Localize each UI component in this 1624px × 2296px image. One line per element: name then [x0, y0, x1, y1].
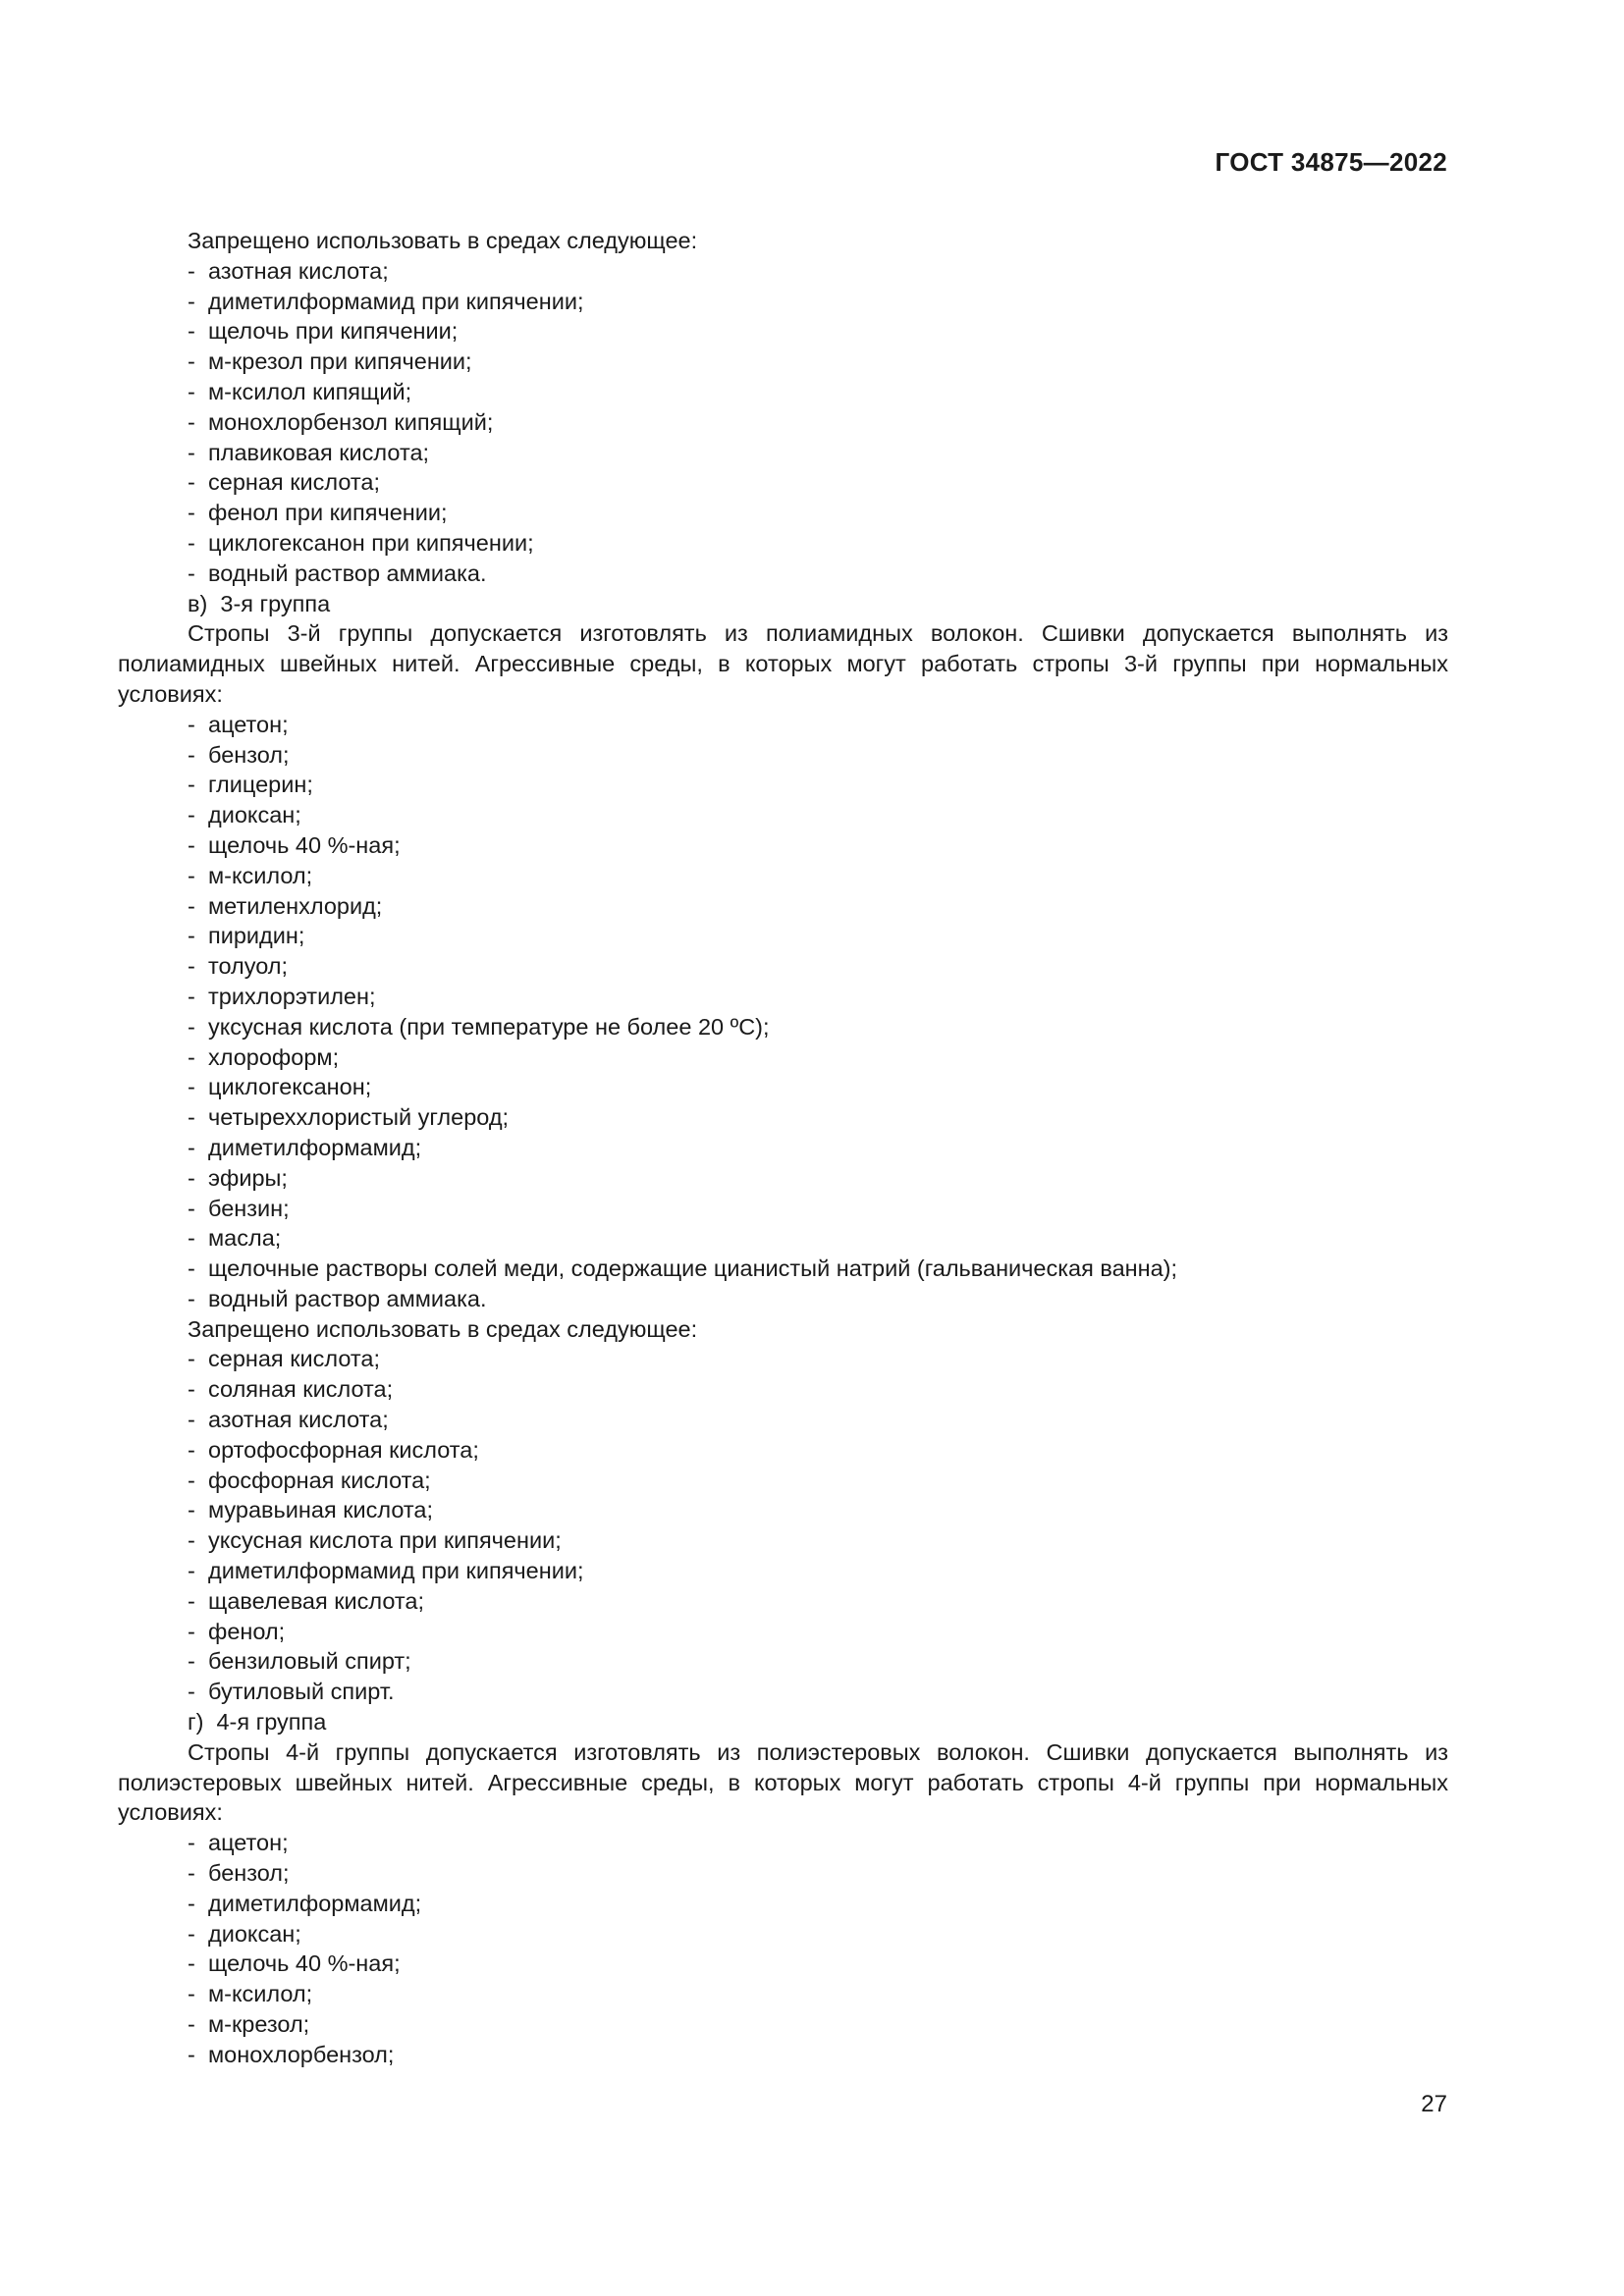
- dash-marker: -: [188, 408, 195, 435]
- dash-marker: -: [188, 1497, 195, 1523]
- list-item: [188, 1617, 1448, 1647]
- list-item: [188, 287, 1448, 317]
- dash-marker: -: [188, 1890, 195, 1916]
- list-item: [188, 1223, 1448, 1254]
- list-item-text: уксусная кислота при кипячении;: [208, 1527, 562, 1554]
- list-item: [188, 316, 1448, 347]
- list-item: [188, 1374, 1448, 1405]
- list-item: [188, 1586, 1448, 1617]
- list-item: [188, 1889, 1448, 1919]
- dash-marker: -: [188, 862, 195, 888]
- list-item: [188, 1133, 1448, 1163]
- list-item-text: ацетон;: [208, 711, 289, 737]
- dash-marker: -: [188, 1225, 195, 1252]
- list-item: [188, 498, 1448, 528]
- section-v-heading: [118, 589, 1448, 619]
- dash-marker: -: [188, 1134, 195, 1160]
- list-item: [188, 921, 1448, 951]
- list-item: [188, 1828, 1448, 1858]
- list-item-text: м-ксилол;: [208, 862, 313, 888]
- list-item: [188, 1072, 1448, 1102]
- dash-marker: -: [188, 1346, 195, 1372]
- list-item-text: бензин;: [208, 1195, 290, 1221]
- dash-marker: -: [188, 711, 195, 737]
- page-content: [118, 226, 1448, 2070]
- list-item-text: бутиловый спирт.: [208, 1679, 395, 1705]
- list-item-text: м-крезол при кипячении;: [208, 348, 472, 375]
- dash-marker: -: [188, 500, 195, 526]
- list-item-text: диметилформамид;: [208, 1134, 422, 1160]
- list-item-text: толуол;: [208, 953, 289, 980]
- list-item: [188, 891, 1448, 922]
- section-g-paragraph: Стропы 4-й группы допускается изготовлять из полиэстеровых волокон. Сшивки допускается выполнять из полиэстеровых швейных нитей. Агрессивные среды, в которых могут работать стропы 4-й группы при нормальных условиях:: [118, 1738, 1448, 1826]
- dash-marker: -: [188, 1527, 195, 1554]
- forbidden-list-b: [118, 256, 1448, 589]
- list-item-text: водный раствор аммиака.: [208, 1285, 487, 1311]
- list-item-text: четыреххлористый углерод;: [208, 1104, 510, 1131]
- dash-marker: -: [188, 892, 195, 919]
- dash-marker: -: [188, 560, 195, 586]
- list-item-text: водный раствор аммиака.: [208, 560, 487, 586]
- list-item-text: серная кислота;: [208, 1346, 380, 1372]
- dash-marker: -: [188, 1679, 195, 1705]
- list-item-text: хлороформ;: [208, 1043, 340, 1070]
- list-item-text: серная кислота;: [208, 469, 380, 496]
- list-item-text: эфиры;: [208, 1164, 288, 1191]
- dash-marker: -: [188, 1467, 195, 1493]
- list-item-text: щелочь при кипячении;: [208, 318, 459, 345]
- dash-marker: -: [188, 1920, 195, 1947]
- section-v-title: 3-я группа: [220, 590, 331, 616]
- list-item: [188, 982, 1448, 1012]
- list-item: [188, 800, 1448, 830]
- dash-marker: -: [188, 1407, 195, 1433]
- list-item: [188, 1163, 1448, 1194]
- dash-marker: -: [188, 318, 195, 345]
- list-item-text: щелочные растворы солей меди, содержащие цианистый натрий (гальваническая ванна);: [208, 1255, 1178, 1282]
- list-item-text: диметилформамид при кипячении;: [208, 1558, 584, 1584]
- list-item-text: муравьиная кислота;: [208, 1497, 433, 1523]
- dash-marker: -: [188, 923, 195, 949]
- list-item: [188, 1405, 1448, 1435]
- list-item: [188, 861, 1448, 891]
- list-item-text: бензол;: [208, 1860, 290, 1887]
- section-v-paragraph: Стропы 3-й группы допускается изготовлять из полиамидных волокон. Сшивки допускается выполнять из полиамидных швейных нитей. Агрессивные среды, в которых могут работать стропы 3-й группы при нормальных условиях:: [118, 620, 1448, 707]
- dash-marker: -: [188, 1981, 195, 2007]
- dash-marker: -: [188, 831, 195, 858]
- list-item-text: азотная кислота;: [208, 257, 389, 284]
- list-item-text: ортофосфорная кислота;: [208, 1436, 479, 1463]
- list-item-text: диоксан;: [208, 1920, 301, 1947]
- list-item: [188, 770, 1448, 800]
- list-item-text: плавиковая кислота;: [208, 439, 430, 465]
- list-item: [188, 1646, 1448, 1677]
- list-item: [188, 1435, 1448, 1466]
- list-item: [188, 2040, 1448, 2070]
- dash-marker: -: [188, 1104, 195, 1131]
- list-item-text: фенол при кипячении;: [208, 500, 448, 526]
- list-item: [188, 1284, 1448, 1314]
- dash-marker: -: [188, 2011, 195, 2038]
- list-item-text: соляная кислота;: [208, 1376, 394, 1403]
- dash-marker: -: [188, 1195, 195, 1221]
- section-g-title: 4-я группа: [216, 1709, 327, 1735]
- dash-marker: -: [188, 1830, 195, 1856]
- list-item-text: диоксан;: [208, 802, 301, 828]
- list-item-text: монохлорбензол кипящий;: [208, 408, 494, 435]
- list-item-text: циклогексанон при кипячении;: [208, 529, 534, 556]
- list-item: [188, 1919, 1448, 1949]
- list-item: [188, 1012, 1448, 1042]
- dash-marker: -: [188, 348, 195, 375]
- page-number: 27: [1421, 2091, 1447, 2117]
- dash-marker: -: [188, 1648, 195, 1675]
- dash-marker: -: [188, 378, 195, 404]
- list-item-text: пиридин;: [208, 923, 305, 949]
- list-item: [188, 710, 1448, 740]
- list-item: [188, 347, 1448, 377]
- dash-marker: -: [188, 1074, 195, 1100]
- list-item-text: м-крезол;: [208, 2011, 310, 2038]
- dash-marker: -: [188, 1587, 195, 1614]
- list-item: [188, 1466, 1448, 1496]
- list-item-text: щелочь 40 %-ная;: [208, 1950, 401, 1977]
- list-item: [188, 740, 1448, 771]
- list-item-text: азотная кислота;: [208, 1407, 389, 1433]
- dash-marker: -: [188, 772, 195, 798]
- section-v-marker: в): [188, 590, 208, 616]
- list-item: [188, 1979, 1448, 2009]
- list-item-text: масла;: [208, 1225, 282, 1252]
- dash-marker: -: [188, 1285, 195, 1311]
- list-item-text: метиленхлорид;: [208, 892, 383, 919]
- dash-marker: -: [188, 2041, 195, 2067]
- list-item: [188, 256, 1448, 287]
- list-item: [188, 559, 1448, 589]
- dash-marker: -: [188, 1376, 195, 1403]
- list-item-text: фосфорная кислота;: [208, 1467, 431, 1493]
- list-item: [188, 1102, 1448, 1133]
- dash-marker: -: [188, 469, 195, 496]
- list-item-text: щелочь 40 %-ная;: [208, 831, 401, 858]
- list-item-text: ацетон;: [208, 1830, 289, 1856]
- allowed-list-v: [118, 710, 1448, 1314]
- dash-marker: -: [188, 1013, 195, 1040]
- dash-marker: -: [188, 1043, 195, 1070]
- dash-marker: -: [188, 288, 195, 314]
- list-item: [188, 1344, 1448, 1374]
- dash-marker: -: [188, 1558, 195, 1584]
- forbidden-intro-b: Запрещено использовать в средах следующее:: [188, 228, 698, 253]
- list-item-text: диметилформамид при кипячении;: [208, 288, 584, 314]
- dash-marker: -: [188, 1860, 195, 1887]
- list-item-text: фенол;: [208, 1618, 286, 1644]
- dash-marker: -: [188, 1618, 195, 1644]
- forbidden-intro-v: Запрещено использовать в средах следующее:: [188, 1315, 698, 1342]
- forbidden-list-v: [118, 1344, 1448, 1707]
- list-item-text: циклогексанон;: [208, 1074, 372, 1100]
- list-item: [188, 2009, 1448, 2040]
- dash-marker: -: [188, 1950, 195, 1977]
- dash-marker: -: [188, 741, 195, 768]
- list-item: [188, 377, 1448, 407]
- list-item: [188, 1042, 1448, 1073]
- list-item: [188, 467, 1448, 498]
- allowed-list-g: [118, 1828, 1448, 2069]
- dash-marker: -: [188, 257, 195, 284]
- list-item-text: щавелевая кислота;: [208, 1587, 425, 1614]
- section-g-heading: [118, 1707, 1448, 1737]
- dash-marker: -: [188, 439, 195, 465]
- list-item-text: бензол;: [208, 741, 290, 768]
- dash-marker: -: [188, 983, 195, 1009]
- list-item-text: диметилформамид;: [208, 1890, 422, 1916]
- list-item: [188, 951, 1448, 982]
- list-item-text: уксусная кислота (при температуре не более 20 ºС);: [208, 1013, 770, 1040]
- dash-marker: -: [188, 1164, 195, 1191]
- list-item: [188, 1525, 1448, 1556]
- list-item-text: бензиловый спирт;: [208, 1648, 411, 1675]
- list-item: [188, 438, 1448, 468]
- list-item: [188, 830, 1448, 861]
- list-item: [188, 407, 1448, 438]
- dash-marker: -: [188, 529, 195, 556]
- list-item: [188, 1677, 1448, 1707]
- list-item: [188, 528, 1448, 559]
- standard-code: ГОСТ 34875—2022: [1215, 147, 1447, 177]
- list-item-text: м-ксилол;: [208, 1981, 313, 2007]
- dash-marker: -: [188, 1255, 195, 1282]
- list-item: [188, 1495, 1448, 1525]
- section-g-marker: г): [188, 1709, 204, 1735]
- list-item-text: м-ксилол кипящий;: [208, 378, 412, 404]
- list-item-text: глицерин;: [208, 772, 313, 798]
- list-item-text: трихлорэтилен;: [208, 983, 376, 1009]
- list-item: [188, 1949, 1448, 1979]
- list-item: [188, 1254, 1448, 1284]
- dash-marker: -: [188, 1436, 195, 1463]
- dash-marker: -: [188, 802, 195, 828]
- dash-marker: -: [188, 953, 195, 980]
- list-item: [188, 1556, 1448, 1586]
- list-item: [188, 1194, 1448, 1224]
- list-item-text: монохлорбензол;: [208, 2041, 395, 2067]
- list-item: [188, 1858, 1448, 1889]
